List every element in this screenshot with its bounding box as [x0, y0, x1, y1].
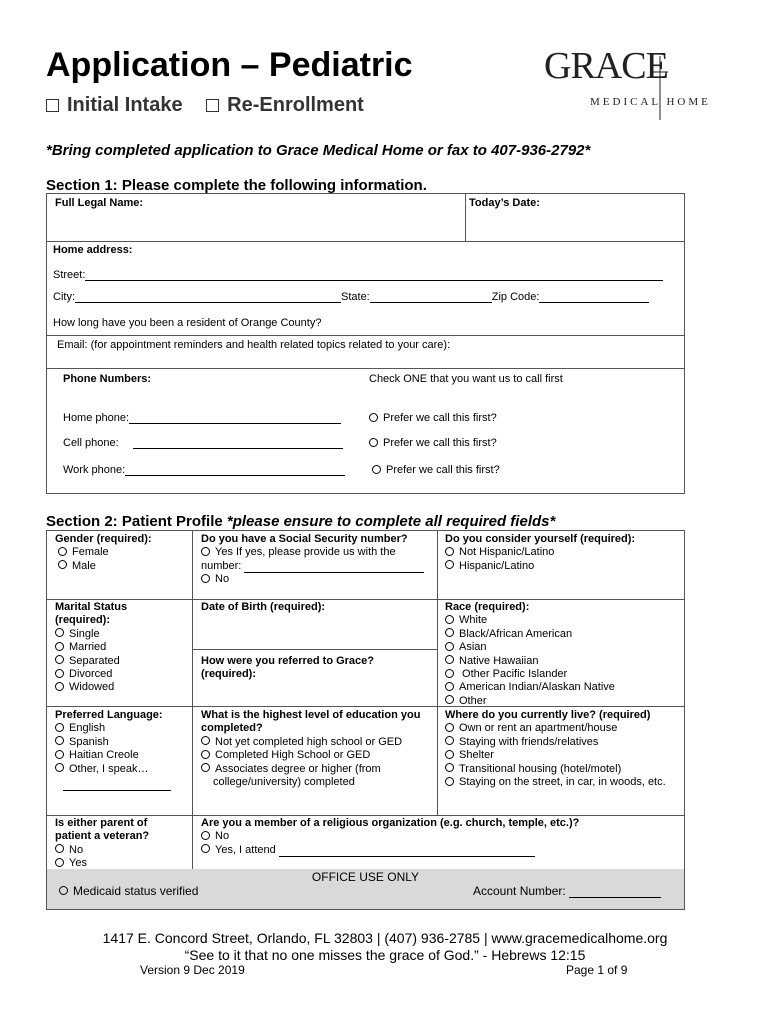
option-label: Female	[72, 546, 109, 559]
option-label: Separated	[69, 654, 120, 667]
referred-cell	[201, 655, 374, 682]
zip-label: Zip Code:	[491, 291, 540, 303]
marital-option[interactable]	[55, 655, 127, 668]
option-label: Own or rent an apartment/house	[459, 722, 618, 735]
city-field[interactable]	[53, 291, 649, 303]
living-option[interactable]	[445, 749, 666, 762]
option-label: Not Hispanic/Latino	[459, 546, 555, 559]
section-1-box	[46, 193, 685, 494]
section-2-note: *please ensure to complete all required fields*	[226, 513, 556, 530]
religious-no-option[interactable]	[201, 830, 579, 843]
race-option[interactable]	[445, 695, 615, 708]
option-label: Other	[459, 694, 487, 707]
option-label: English	[69, 722, 106, 735]
option-label: Transitional housing (hotel/motel)	[459, 762, 622, 775]
home-phone-label: Home phone:	[63, 412, 130, 424]
radio-icon[interactable]	[55, 736, 64, 745]
radio-icon[interactable]	[369, 438, 378, 447]
education-option[interactable]	[201, 749, 420, 762]
radio-icon[interactable]	[55, 655, 64, 664]
cell-phone-label: Cell phone:	[63, 437, 119, 449]
radio-icon[interactable]	[55, 858, 64, 867]
account-number-label: Account Number:	[473, 884, 566, 898]
living-option[interactable]	[445, 722, 666, 735]
divider	[437, 531, 438, 815]
radio-icon[interactable]	[445, 763, 454, 772]
ethnicity-option[interactable]	[445, 560, 635, 573]
checkbox-icon[interactable]	[46, 99, 59, 112]
radio-icon[interactable]	[58, 560, 67, 569]
cell-phone-prefer[interactable]	[369, 437, 497, 449]
radio-icon[interactable]	[201, 831, 210, 840]
radio-icon[interactable]	[201, 547, 210, 556]
grace-logo	[540, 44, 710, 124]
checkbox-icon[interactable]	[206, 99, 219, 112]
language-option[interactable]	[55, 722, 171, 735]
marital-option[interactable]	[55, 681, 127, 694]
footer-address: 1417 E. Concord Street, Orlando, FL 32803 | (407) 936-2785 | www.gracemedicalhome.org	[102, 930, 668, 946]
radio-icon[interactable]	[201, 736, 210, 745]
religious-cell	[201, 817, 579, 857]
marital-cell	[55, 601, 127, 695]
option-label: Not yet completed high school or GED	[215, 735, 403, 748]
resident-duration-question: How long have you been a resident of Orange County?	[53, 317, 322, 329]
living-label: Where do you currently live? (required)	[445, 709, 651, 721]
race-label: Race (required):	[445, 601, 530, 613]
option-label: American Indian/Alaskan Native	[459, 681, 615, 694]
option-label: No	[215, 830, 230, 843]
religious-yes-option[interactable]	[201, 844, 579, 857]
radio-icon[interactable]	[445, 628, 454, 637]
option-label: Male	[72, 559, 96, 572]
radio-icon[interactable]	[55, 682, 64, 691]
other-language-field[interactable]	[55, 776, 171, 791]
race-option[interactable]	[445, 641, 615, 654]
option-label: Other Pacific Islander	[459, 668, 568, 681]
radio-icon[interactable]	[445, 547, 454, 556]
medicaid-verified[interactable]	[59, 884, 198, 898]
divider	[47, 335, 684, 336]
option-label: Associates degree or higher (from	[215, 762, 381, 775]
language-label: Preferred Language:	[55, 709, 163, 721]
language-option[interactable]	[55, 763, 171, 776]
prefer-label: Prefer we call this first?	[383, 412, 497, 424]
race-option[interactable]	[445, 655, 615, 668]
option-label: Hispanic/Latino	[459, 559, 535, 572]
radio-icon[interactable]	[445, 777, 454, 786]
radio-icon[interactable]	[445, 723, 454, 732]
education-option[interactable]	[201, 763, 420, 776]
radio-icon[interactable]	[55, 750, 64, 759]
gender-option[interactable]	[55, 560, 152, 573]
veteran-option[interactable]	[55, 844, 149, 857]
religious-label: Are you a member of a religious organization (e.g. church, temple, etc.)?	[201, 817, 580, 829]
work-phone-prefer[interactable]	[372, 464, 500, 476]
option-label: Other, I speak…	[69, 762, 149, 775]
race-option[interactable]	[445, 681, 615, 694]
veteran-label-cont: patient a veteran?	[55, 830, 150, 843]
option-label: Staying with friends/relatives	[459, 735, 599, 748]
option-label: Divorced	[69, 668, 113, 681]
cross-icon	[650, 56, 670, 120]
option-label: Single	[69, 627, 100, 640]
option-label: White	[459, 614, 488, 627]
education-option-cont: college/university) completed	[213, 776, 355, 789]
divider	[47, 241, 684, 242]
radio-icon[interactable]	[55, 642, 64, 651]
radio-icon[interactable]	[201, 574, 210, 583]
marital-label-required: (required):	[55, 614, 110, 627]
marital-option[interactable]	[55, 668, 127, 681]
divider	[192, 649, 437, 650]
home-phone-field[interactable]	[63, 412, 341, 424]
ssn-yes-option[interactable]	[201, 546, 424, 559]
marital-option[interactable]	[55, 628, 127, 641]
language-option[interactable]	[55, 749, 171, 762]
street-field[interactable]	[53, 269, 663, 281]
option-label: No	[69, 843, 84, 856]
race-option[interactable]	[445, 614, 615, 627]
application-type-options	[46, 94, 382, 117]
email-label: Email: (for appointment reminders and health related topics related to your care):	[57, 339, 451, 351]
footer-quote: “See to it that no one misses the grace of God.” - Hebrews 12:15	[184, 947, 586, 963]
ssn-label: Do you have a Social Security number?	[201, 533, 408, 545]
living-option[interactable]	[445, 776, 666, 789]
check-one-label: Check ONE that you want us to call first	[369, 373, 563, 385]
education-label-cont: completed?	[201, 722, 263, 735]
referred-label: How were you referred to Grace?	[201, 655, 374, 667]
gender-cell	[55, 533, 152, 573]
divider	[47, 815, 684, 816]
dob-label: Date of Birth (required):	[201, 601, 326, 613]
ssn-number-field[interactable]	[201, 560, 424, 573]
work-phone-field[interactable]	[63, 464, 345, 476]
divider	[465, 194, 466, 241]
ethnicity-cell	[445, 533, 635, 573]
race-cell	[445, 601, 615, 708]
instruction-text: *Bring completed application to Grace Medical Home or fax to 407-936-2792*	[46, 142, 591, 159]
radio-icon[interactable]	[55, 763, 64, 772]
ethnicity-label: Do you consider yourself (required):	[445, 533, 636, 545]
radio-icon[interactable]	[445, 750, 454, 759]
option-label: Spanish	[69, 735, 109, 748]
radio-icon[interactable]	[445, 615, 454, 624]
option-label: Widowed	[69, 681, 115, 694]
option-label: Completed High School or GED	[215, 749, 371, 762]
prefer-label: Prefer we call this first?	[386, 464, 500, 476]
logo-subtext: MEDICAL HOME	[590, 96, 711, 108]
option-label: Native Hawaiian	[459, 654, 539, 667]
cell-phone-field[interactable]	[63, 437, 343, 449]
radio-icon[interactable]	[59, 886, 68, 895]
radio-icon[interactable]	[445, 655, 454, 664]
radio-icon[interactable]	[369, 413, 378, 422]
gender-option[interactable]	[55, 546, 152, 559]
radio-icon[interactable]	[201, 844, 210, 853]
radio-icon[interactable]	[445, 695, 454, 704]
language-option[interactable]	[55, 736, 171, 749]
radio-icon[interactable]	[55, 628, 64, 637]
language-cell	[55, 709, 171, 791]
work-phone-label: Work phone:	[63, 464, 126, 476]
radio-icon[interactable]	[55, 844, 64, 853]
option-label: Haitian Creole	[69, 749, 139, 762]
radio-icon[interactable]	[201, 750, 210, 759]
account-number-field[interactable]	[473, 884, 661, 898]
marital-option[interactable]	[55, 641, 127, 654]
radio-icon[interactable]	[445, 682, 454, 691]
option-label: Yes If yes, please provide us with the	[215, 546, 396, 559]
state-label: State:	[341, 291, 370, 303]
section-2-heading	[46, 513, 555, 530]
radio-icon[interactable]	[372, 465, 381, 474]
phone-numbers-label: Phone Numbers:	[63, 373, 152, 385]
office-use-section	[47, 869, 684, 909]
option-label: Married	[69, 641, 107, 654]
todays-date-label: Today’s Date:	[469, 197, 540, 209]
radio-icon[interactable]	[445, 560, 454, 569]
race-option[interactable]	[445, 668, 615, 681]
home-phone-prefer[interactable]	[369, 412, 497, 424]
option-label: Shelter	[459, 749, 494, 762]
education-option[interactable]	[201, 736, 420, 749]
ssn-cell	[201, 533, 424, 587]
radio-icon[interactable]	[55, 723, 64, 732]
radio-icon[interactable]	[58, 547, 67, 556]
referred-label-required: (required):	[201, 668, 256, 681]
living-cell	[445, 709, 666, 789]
radio-icon[interactable]	[445, 669, 454, 678]
patient-profile-table	[46, 530, 685, 910]
street-label: Street:	[53, 269, 86, 281]
veteran-cell	[55, 817, 149, 871]
option-label: Staying on the street, in car, in woods, etc.	[459, 776, 666, 789]
initial-intake-option[interactable]	[46, 94, 183, 116]
home-address-label: Home address:	[53, 244, 133, 256]
education-label: What is the highest level of education you	[201, 709, 421, 721]
re-enrollment-label: Re-Enrollment	[227, 94, 364, 116]
office-use-label: OFFICE USE ONLY	[311, 870, 420, 884]
logo-text: GRACE	[544, 45, 668, 87]
re-enrollment-option[interactable]	[206, 94, 364, 116]
marital-label: Marital Status	[55, 601, 128, 613]
section-1-heading: Section 1: Please complete the following information.	[46, 177, 427, 194]
ssn-no-option[interactable]	[201, 573, 424, 586]
initial-intake-label: Initial Intake	[67, 94, 183, 116]
full-legal-name-label: Full Legal Name:	[55, 197, 144, 209]
city-label: City:	[53, 291, 75, 303]
divider	[192, 531, 193, 869]
radio-icon[interactable]	[201, 763, 210, 772]
option-label: Asian	[459, 641, 487, 654]
radio-icon[interactable]	[445, 642, 454, 651]
divider	[47, 599, 684, 600]
option-label: Yes, I attend	[215, 843, 276, 856]
page-number: Page 1 of 9	[566, 963, 628, 977]
veteran-label: Is either parent of	[55, 817, 148, 829]
race-option[interactable]	[445, 628, 615, 641]
prefer-label: Prefer we call this first?	[383, 437, 497, 449]
option-label: No	[215, 573, 230, 586]
version-label: Version 9 Dec 2019	[140, 963, 245, 977]
ethnicity-option[interactable]	[445, 546, 635, 559]
radio-icon[interactable]	[445, 736, 454, 745]
section-2-title: Section 2: Patient Profile	[46, 513, 227, 530]
education-cell	[201, 709, 420, 789]
divider	[47, 368, 684, 369]
gender-label: Gender (required):	[55, 533, 152, 545]
living-option[interactable]	[445, 736, 666, 749]
radio-icon[interactable]	[55, 669, 64, 678]
ssn-number-label: number:	[201, 559, 242, 572]
living-option[interactable]	[445, 763, 666, 776]
medicaid-label: Medicaid status verified	[73, 884, 199, 898]
page-title: Application – Pediatric	[46, 46, 413, 84]
option-label: Yes	[69, 857, 87, 870]
option-label: Black/African American	[459, 627, 573, 640]
